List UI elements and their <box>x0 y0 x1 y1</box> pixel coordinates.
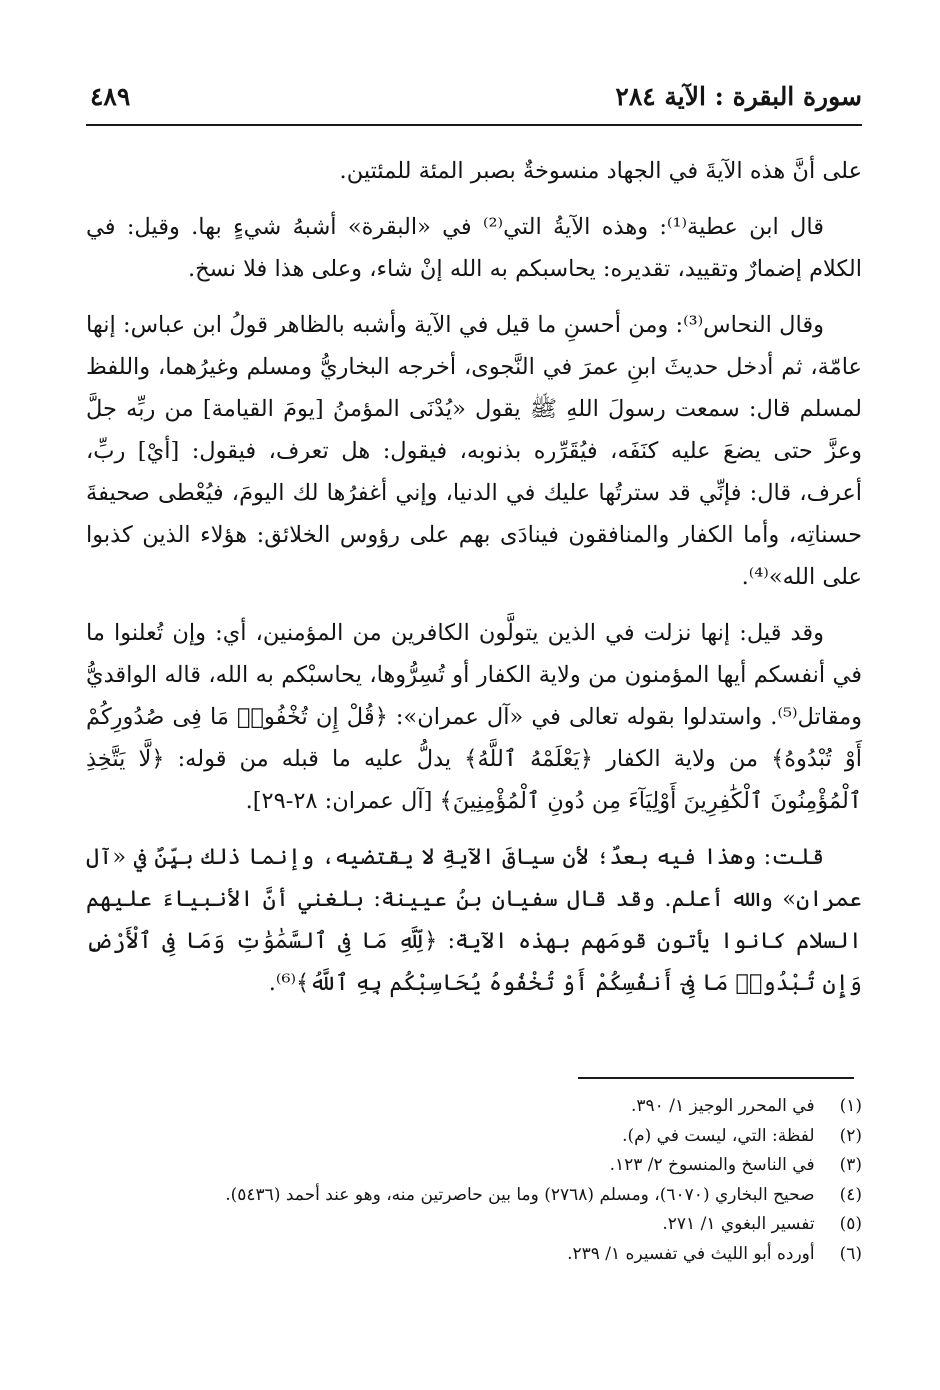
footnote-item <box>86 1181 862 1211</box>
footnote-item <box>86 1092 862 1122</box>
footnote-text: لفظة: التي، ليست في (م). <box>622 1125 815 1146</box>
footnote-item <box>86 1122 862 1152</box>
footnote-number: (٥) <box>839 1214 862 1234</box>
footnote-item <box>86 1240 862 1270</box>
footnote-text: في المحرر الوجيز ١/ ٣٩٠. <box>630 1096 815 1116</box>
footnote-number: (١) <box>839 1096 862 1116</box>
footnote-number: (٤) <box>839 1184 862 1205</box>
page-number: ٤٨٩ <box>90 82 131 111</box>
footnote-number: (٣) <box>839 1155 862 1175</box>
header-rule <box>86 124 862 126</box>
paragraph-4: وقد قيل: إنها نزلت في الذين يتولَّون الكافرين من المؤمنين، أي: وإن تُعلنوا ما في أنفسكم أيها المؤمنون من ولاية الكفار أو تُسِرُّوها، يحاسبْكم به الله، قاله الواقديُّ ومقاتل⁽⁵⁾. واستدلوا بقوله تعالى في «آل عمران»: ﴿قُلْ إِن تُخْفُوا۟ مَا فِى صُدُورِكُمْ أَوْ تُبْدُوهُ﴾ من ولاية الكفار ﴿يَعْلَمْهُ ٱللَّهُ﴾ يدلُّ عليه ما قبله من قوله: ﴿لَّا يَتَّخِذِ ٱلْمُؤْمِنُونَ ٱلْكَٰفِرِينَ أَوْلِيَآءَ مِن دُونِ ٱلْمُؤْمِنِينَ﴾ [آل عمران: ٢٨-٢٩]. <box>86 620 862 814</box>
running-title: سورة البقرة : الآية ٢٨٤ <box>615 82 862 111</box>
footnote-number: (٦) <box>839 1243 862 1264</box>
footnote-rule <box>578 1077 854 1079</box>
main-text <box>86 150 862 1018</box>
footnote-text: في الناسخ والمنسوخ ٢/ ١٢٣. <box>609 1155 815 1175</box>
footnote-text: صحيح البخاري (٦٠٧٠)، ومسلم (٢٧٦٨) وما بين حاصرتين منه، وهو عند أحمد (٥٤٣٦). <box>225 1184 815 1205</box>
footnote-item <box>86 1210 862 1240</box>
paragraph-3: وقال النحاس⁽³⁾: ومن أحسنِ ما قيل في الآية وأشبه بالظاهر قولُ ابن عباس: إنها عامّة، ثم أدخل حديثَ ابنِ عمرَ في النَّجوى، أخرجه البخاريُّ ومسلم وغيرُهما، واللفظ لمسلم قال: سمعت رسولَ اللهِ ﷺ يقول «يُدْنَى المؤمنُ [يومَ القيامة] من ربِّه جلَّ وعزَّ حتى يضعَ عليه كنَفَه، فيُقَرِّره بذنوبه، فيقول: هل تعرف، فيقول: [أيْ] ربِّ، أعرف، قال: فإنِّي قد سترتُها عليك في الدنيا، وإني أغفرُها لك اليومَ، فيُعْطى صحيفةَ حسناتِه، وأما الكفار والمنافقون فينادَى بهم على رؤوس الخلائق: هؤلاء الذين كذبوا على الله»⁽⁴⁾. <box>86 312 862 590</box>
footnote-text: تفسير البغوي ١/ ٢٧١. <box>662 1214 815 1234</box>
running-header <box>86 78 862 120</box>
footnote-item <box>86 1151 862 1181</box>
footnote-text: أورده أبو الليث في تفسيره ١/ ٢٣٩. <box>567 1243 815 1264</box>
paragraph-2: قال ابن عطية⁽¹⁾: وهذه الآيةُ التي⁽²⁾ في «البقرة» أشبهُ شيءٍ بها. وقيل: في الكلام إضمارٌ وتقييد، تقديره: يحاسبكم به الله إنْ شاء، وعلى هذا فلا نسخ. <box>86 214 862 282</box>
footnote-number: (٢) <box>839 1125 862 1146</box>
paragraph-5: قلت: وهذا فيه بعدٌ؛ لأن سياقَ الآيةِ لا يقتضيه، وإنما ذلك بيِّنٌ في «آل عمران» والله أعلم. وقد قال سفيان بنُ عيينة: بلغني أنَّ الأنبياءَ عليهم السلام كانوا يأتون قومَهم بهذه الآية: ﴿لِّلَّهِ مَا فِى ٱلسَّمَٰوَٰتِ وَمَا فِى ٱلْأَرْضِ وَإِن تُبْدُوا۟ مَا فِىٓ أَنفُسِكُمْ أَوْ تُخْفُوهُ يُحَاسِبْكُم بِهِ ٱللَّهُ﴾⁽⁶⁾. <box>86 844 862 996</box>
paragraph-1: على أنَّ هذه الآيةَ في الجهاد منسوخةٌ بصبر المئة للمئتين. <box>339 158 862 184</box>
footnotes-list <box>86 1092 862 1269</box>
